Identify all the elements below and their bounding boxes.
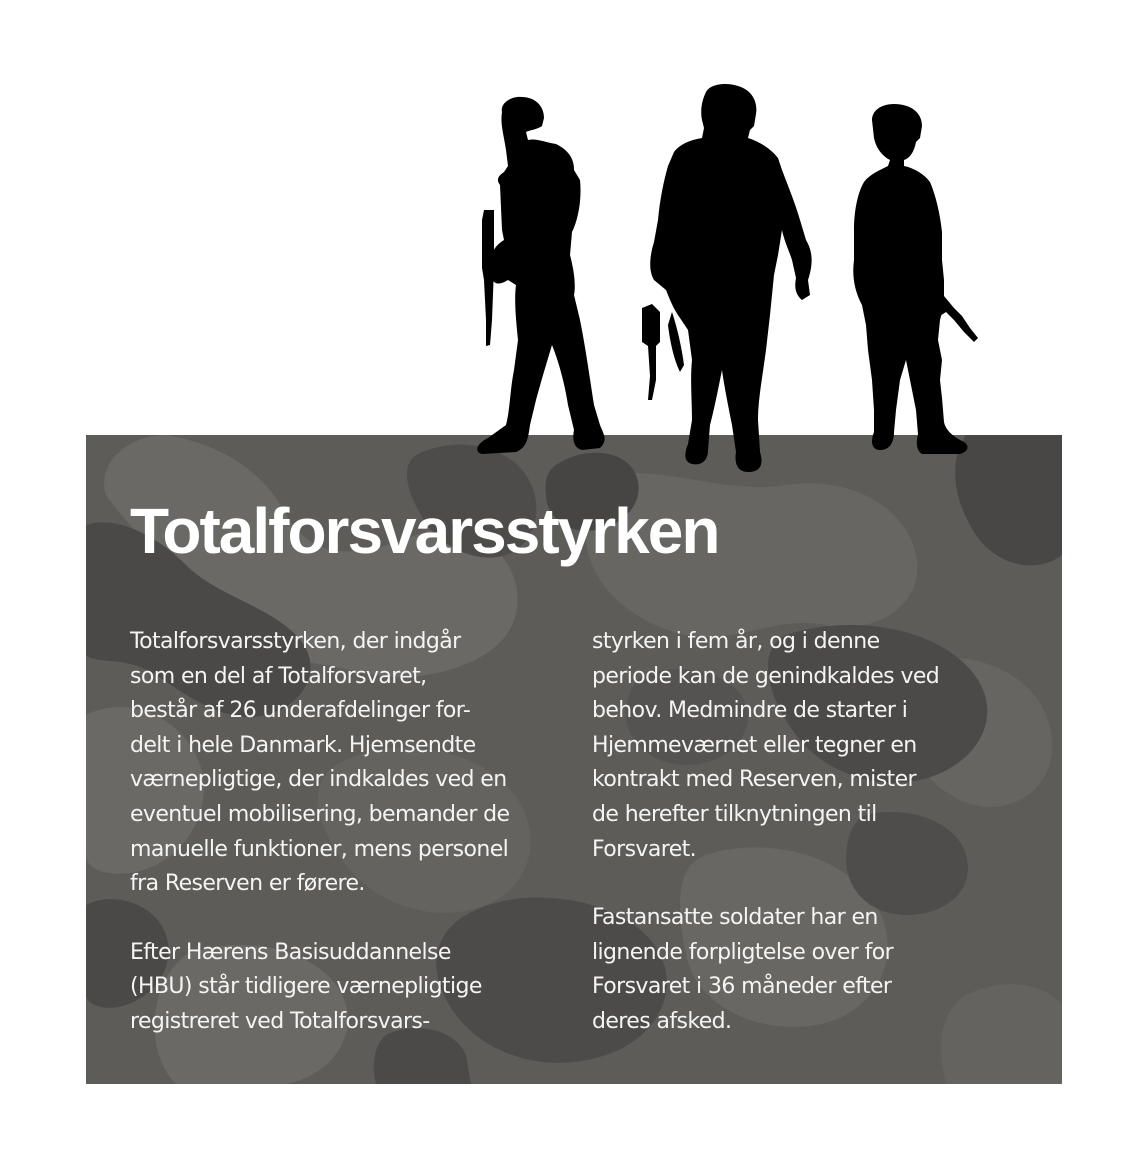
text-line: lignende forpligtelse over for	[592, 939, 894, 965]
soldier-left-silhouette	[477, 97, 604, 454]
camouflage-panel	[86, 435, 1062, 1084]
text-column-left	[130, 625, 560, 1074]
paragraph	[130, 625, 560, 902]
text-line: Totalforsvarsstyrken, der indgår	[130, 629, 461, 654]
text-line: Forsvaret i 36 måneder efter	[592, 974, 892, 1000]
text-line: Efter Hærens Basisuddannelse	[130, 939, 451, 965]
text-line: eventuel mobilisering, bemander de	[130, 801, 510, 827]
text-line: styrken i fem år, og i denne	[592, 629, 880, 654]
paragraph	[130, 936, 560, 1040]
text-line: behov. Medmindre de starter i	[592, 698, 908, 724]
text-line: (HBU) står tidligere værnepligtige	[130, 974, 482, 1000]
soldier-middle-silhouette	[642, 84, 812, 472]
text-line: kontrakt med Reserven, mister	[592, 767, 916, 793]
text-line: Hjemmeværnet eller tegner en	[592, 732, 917, 758]
text-line: værnepligtige, der indkaldes ved en	[130, 767, 507, 793]
text-line: delt i hele Danmark. Hjemsendte	[130, 732, 476, 758]
text-line: registreret ved Totalforsvars-	[130, 1008, 430, 1034]
text-line: som en del af Totalforsvaret,	[130, 663, 427, 689]
text-line: de herefter tilknytningen til	[592, 801, 877, 827]
text-line: deres afsked.	[592, 1008, 732, 1034]
text-line: fra Reserven er førere.	[130, 871, 365, 897]
text-line: Fastansatte soldater har en	[592, 905, 878, 931]
paragraph	[592, 625, 1022, 867]
text-line: manuelle funktioner, mens personel	[130, 836, 509, 862]
text-column-right	[592, 625, 1022, 1074]
soldier-right-silhouette	[853, 104, 978, 454]
text-line: består af 26 underafdelinger for-	[130, 698, 471, 724]
text-line: periode kan de genindkaldes ved	[592, 663, 940, 689]
page-title: Totalforsvarsstyrken	[130, 495, 719, 567]
text-line: Forsvaret.	[592, 836, 697, 862]
soldier-silhouettes-illustration	[470, 80, 990, 490]
paragraph	[592, 901, 1022, 1039]
